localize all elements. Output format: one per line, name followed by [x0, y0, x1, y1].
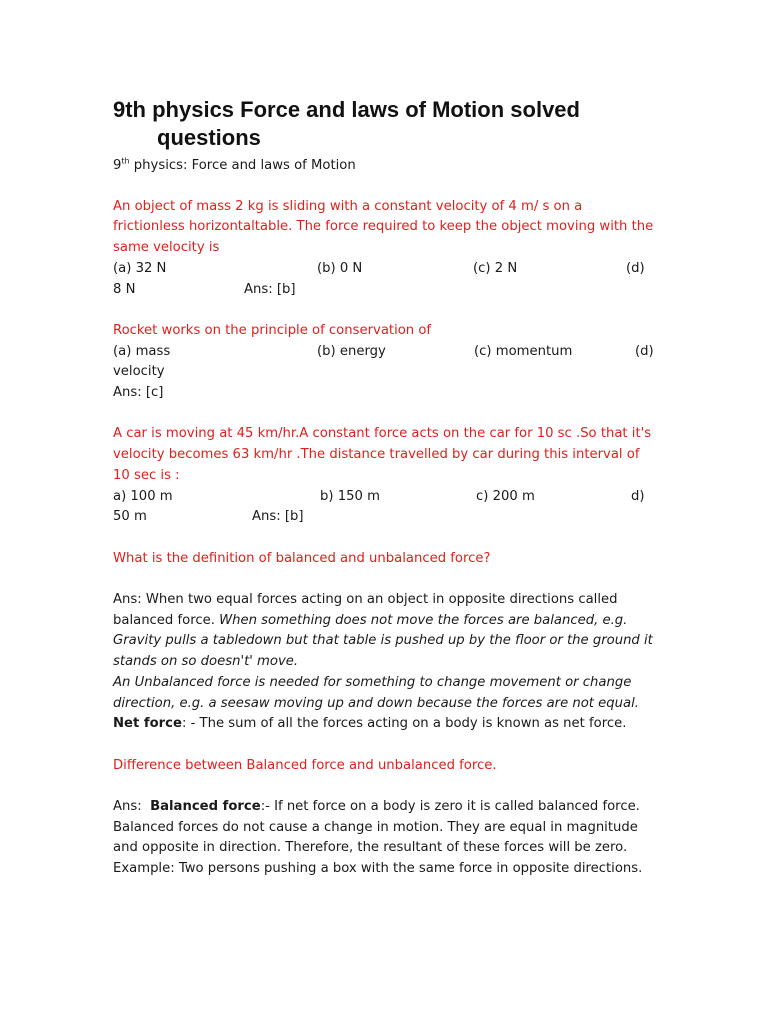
option-c: (c) 2 N: [473, 260, 518, 276]
option-b: (b) 0 N: [317, 260, 363, 276]
option-a: (a) mass: [113, 343, 171, 359]
question-1: [113, 197, 658, 301]
question-2-text: Rocket works on the principle of conservation of: [113, 322, 432, 338]
question-5: [113, 756, 658, 880]
option-d-value: 8 N: [113, 281, 136, 297]
option-d: (d): [635, 343, 654, 359]
title-line-2: questions: [157, 125, 261, 150]
document-page: [113, 96, 658, 880]
net-force-definition: Net force: - The sum of all the forces acting on a body is known as net force.: [113, 716, 627, 732]
answer: Ans: [c]: [113, 385, 164, 400]
option-d-value: velocity: [113, 364, 165, 380]
answer: Ans: [b]: [244, 281, 296, 297]
option-b: (b) energy: [317, 343, 386, 359]
question-5-text: Difference between Balanced force and unbalanced force.: [113, 757, 497, 773]
subtitle: 9th physics: Force and laws of Motion: [113, 156, 356, 173]
option-d: d): [631, 488, 645, 504]
question-3-text: A car is moving at 45 km/hr.A constant force acts on the car for 10 sc .So that it's velocity becomes 63 km/hr .The distance travelled by car during this interval of 10 sec is :: [113, 426, 652, 483]
option-d-value: 50 m: [113, 509, 147, 525]
page-title: [113, 96, 658, 152]
question-1-text: An object of mass 2 kg is sliding with a constant velocity of 4 m/ s on a frictionless horizontaltable. The force required to keep the object moving with the same velocity is: [113, 198, 654, 256]
option-d: (d): [626, 260, 645, 276]
question-4-answer: Ans: When two equal forces acting on an object in opposite directions called balanced force. When something does not move the forces are balanced, e.g. Gravity pulls a tabledown but that table is pushed up by the floor or the ground it stands on so doesn't' move. An Unbalanced force is needed for something to change movement or change direction, e.g. a seesaw moving up and down because the forces are not equal. Net force: - The sum of all the forces acting on a body is known as net force.: [113, 590, 658, 735]
option-a: (a) 32 N: [113, 260, 167, 276]
question-1-options: [113, 259, 658, 280]
title-line-1: 9th physics Force and laws of Motion solved: [113, 97, 580, 122]
option-a: a) 100 m: [113, 488, 173, 504]
option-b: b) 150 m: [320, 488, 380, 504]
question-4: [113, 549, 658, 735]
question-4-text: What is the definition of balanced and unbalanced force?: [113, 550, 491, 566]
option-c: c) 200 m: [476, 488, 535, 504]
question-2: [113, 321, 658, 404]
answer: Ans: [b]: [252, 509, 304, 525]
question-3: [113, 424, 658, 528]
question-2-options: [113, 342, 658, 363]
option-c: (c) momentum: [474, 343, 573, 359]
question-5-answer: Ans: Balanced force:- If net force on a body is zero it is called balanced force. Balanced forces do not cause a change in motion. They are equal in magnitude and opposite in direction. Therefore, the resultant of these forces will be zero. Example: Two persons pushing a box with the same force in opposite directions.: [113, 798, 643, 877]
question-3-options: [113, 487, 658, 508]
